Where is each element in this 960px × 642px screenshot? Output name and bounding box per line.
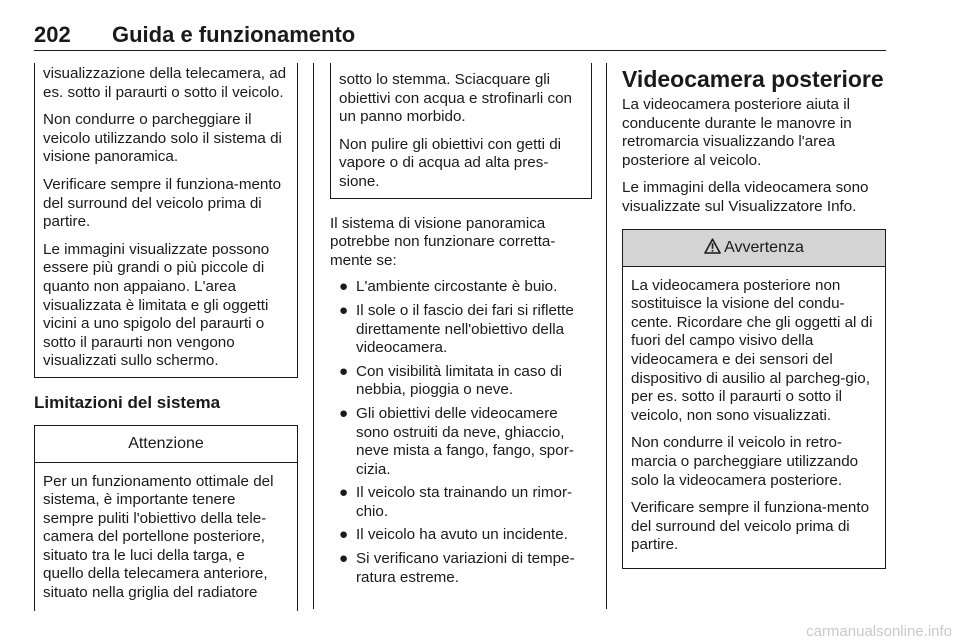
warning-triangle-icon [704,232,721,268]
header-rule [34,50,886,51]
bullet: ● [339,484,349,502]
section-title: Videocamera posteriore [622,66,884,92]
column-divider [313,63,314,609]
bullet: ● [339,550,349,568]
watermark: carmanualsonline.info [806,623,952,640]
page-header [34,22,355,48]
page-number: 202 [34,22,71,47]
list-item: ● Si verificano variazioni di tempe-ratura estreme. [339,550,575,586]
page-title: Guida e funzionamento [112,22,356,47]
warning-body [623,267,885,568]
attention-text: Per un funzionamento ottimale del sistema, è importante tenere sempre puliti l'obiettivo della tele-camera del portellone posteriore, situato tra le luci della targa, e quello della telecamera anteriore, situato nella griglia del radiatore [43,472,274,602]
paragraph: Verificare sempre il funziona-mento del surround del veicolo prima di partire. [631,499,870,554]
paragraph: La videocamera posteriore non sostituisce la visione del condu-cente. Ricordare che gli oggetti al di fuori del campo visivo della videocamera e dei sensori del dispositivo di ausilio al parcheg-gio, per es. sotto il paraurti o sotto il veicolo, non sono visualizzati. [631,276,873,424]
list-item: ● L'ambiente circostante è buio. [339,278,558,296]
list-item: ● Con visibilità limitata in caso di nebbia, pioggia o neve. [339,362,562,399]
paragraph: sotto lo stemma. Sciacquare gli obiettivi con acqua e strofinarli con un panno morbido. [339,71,573,126]
continued-attention-box [330,63,592,199]
bullet: ● [339,362,349,380]
paragraph: Le immagini visualizzate possono essere più grandi o più piccole di quanto non appaiano. L'area visualizzata è limitata e gli oggetti vicini a uno spigolo del paraurti o sotto il paraurti non vengono visualizzati sullo schermo. [43,240,270,370]
paragraph: Non pulire gli obiettivi con getti di vapore o di acqua ad alta pres-sione. [339,135,562,190]
column-1 [34,63,298,611]
list-item: ● Gli obiettivi delle videocamere sono ostruiti da neve, ghiaccio, neve mista a fango, fango, spor-cizia. [339,404,574,478]
paragraph: Non condurre il veicolo in retro-marcia o parcheggiare utilizzando solo la videocamera posteriore. [631,434,859,489]
column-2 [330,63,592,592]
warning-header [623,230,885,267]
paragraph: Verificare sempre il funziona-mento del surround del veicolo prima di partire. [43,175,282,231]
column-divider [606,63,607,609]
bullet: ● [339,404,349,422]
paragraph: visualizzazione della telecamera, ad es. sotto il paraurti o sotto il veicolo. [43,65,287,101]
list-item: ● Il veicolo sta trainando un rimor-chio. [339,484,573,520]
limitations-list [330,278,592,587]
warning-title: Avvertenza [724,238,804,256]
paragraph: Le immagini della videocamera sono visualizzate sul Visualizzatore Info. [622,179,869,215]
bullet: ● [339,278,349,296]
list-item: ● Il sole o il fascio dei fari si riflette direttamente nell'obiettivo della videocamera. [339,301,574,357]
limitations-intro: Il sistema di visione panoramica potrebbe non funzionare corretta-mente se: [330,214,556,269]
continued-caution-box [34,63,298,378]
list-item: ● Il veicolo ha avuto un incidente. [339,526,568,544]
section-heading: Limitazioni del sistema [34,392,221,412]
attention-title: Attenzione [35,426,297,463]
attention-box [34,425,298,611]
warning-box [622,229,886,569]
bullet: ● [339,526,349,544]
paragraph: Non condurre o parcheggiare il veicolo utilizzando solo il sistema di visione panoramica. [43,111,282,166]
bullet: ● [339,301,349,319]
paragraph: La videocamera posteriore aiuta il conducente durante le manovre in retromarcia visualizzando l'area posteriore al veicolo. [622,96,852,169]
column-3 [622,66,886,569]
